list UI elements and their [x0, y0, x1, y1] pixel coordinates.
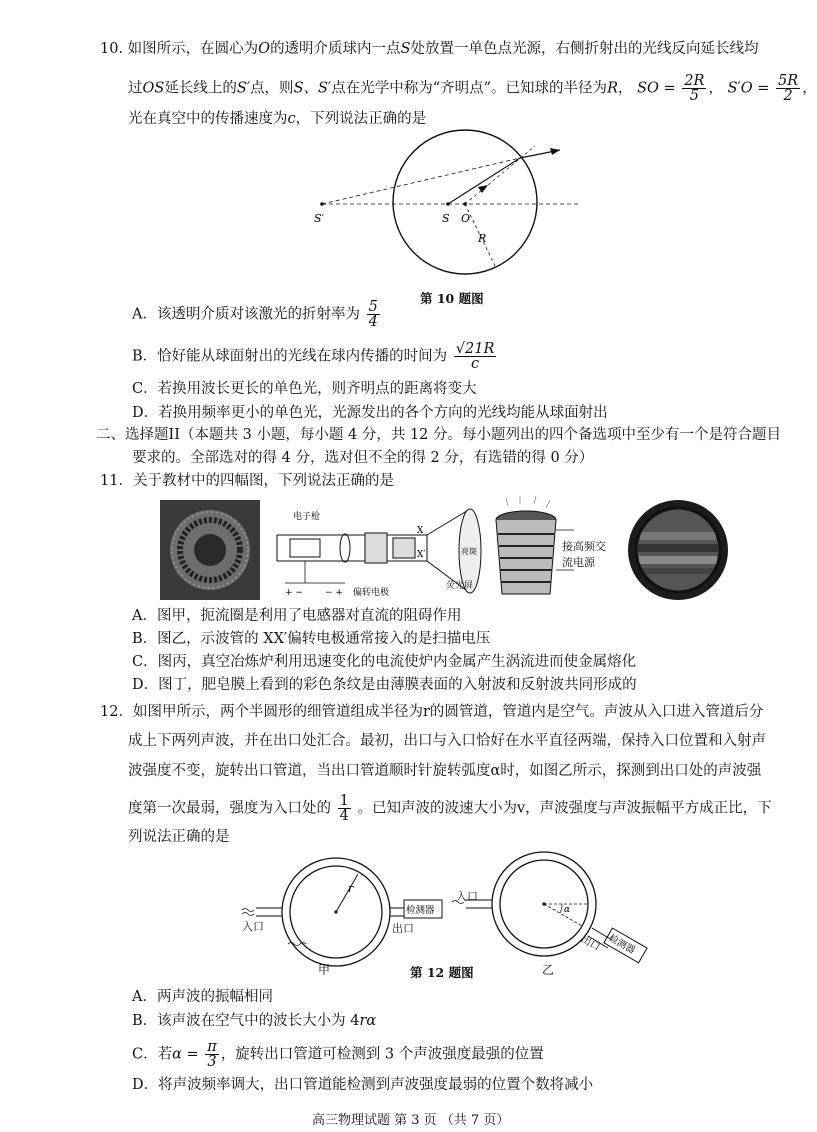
q12-line3: 波强度不变，旋转出口管道，当出口管道顺时针旋转弧度α时，如图乙所示，探测到出口处的声波强: [128, 763, 762, 779]
label-hf-1: 接高频交: [562, 540, 606, 553]
ray-inside: [448, 158, 520, 204]
label-r: R: [478, 232, 487, 245]
label-inlet-jia: 入口: [242, 920, 264, 933]
q10-option-d: D．若换用频率更小的单色光，光源发出的各个方向的光线均能从球面射出: [132, 405, 608, 421]
label-outlet-jia: 出口: [392, 922, 414, 935]
label-x-prime: X′: [417, 550, 426, 560]
point-o: [463, 202, 467, 206]
normal-dashed: [465, 146, 535, 204]
label-alpha: α: [564, 905, 571, 915]
label-x: X: [417, 526, 424, 536]
q12-figure-jia: [236, 852, 446, 970]
q12-fig-caption: 第 12 题图: [410, 965, 474, 980]
q12-option-d: D．将声波频率调大，出口管道能检测到声波强度最弱的位置个数将减小: [132, 1077, 594, 1093]
label-o: O: [461, 212, 471, 225]
point-s-prime: [320, 202, 324, 206]
q10-line2: 过OS延长线上的S′点，则S、S′点在光学中称为“齐明点”。已知球的半径为R， SO = $\frac{2R}{5}$ ， S′O = $\frac{5R}{2}$ ，: [128, 73, 817, 104]
q11-option-c: C．图丙，真空冶炼炉利用迅速变化的电流使炉内金属产生涡流进而使金属熔化: [132, 654, 637, 670]
q10-option-b: B．恰好能从球面射出的光线在球内传播的时间为 $\frac{√21R}{c}$: [132, 341, 495, 372]
q11-figure-ding-soap-film: [626, 498, 730, 602]
q12-figure-yi: [452, 848, 648, 960]
q10-line1: 10. 如图所示，在圆心为O的透明介质球内一点S处放置一单色点光源，右侧折射出的光线反向延长线均: [100, 41, 759, 57]
label-s-prime: S′: [314, 212, 325, 225]
label-deflect: 偏转电极: [353, 588, 390, 598]
ray-arrow: [550, 148, 560, 155]
label-screen: 荧光屏: [446, 581, 474, 591]
q12-line5: 列说法正确的是: [128, 829, 230, 845]
spo-fraction: $\frac{5R}{2}$: [778, 73, 799, 104]
so-fraction: $\frac{2R}{5}$: [684, 73, 705, 104]
label-detector-jia: 检测器: [406, 905, 435, 916]
label-outlet-yi: 出口: [578, 933, 602, 954]
label-r-jia: r: [348, 882, 354, 895]
sphere-circle: [393, 130, 537, 274]
q11-option-a: A．图甲，扼流圈是利用了电感器对直流的阻碍作用: [132, 608, 462, 624]
section2-header-line2: 要求的。全部选对的得 4 分，选对但不全的得 2 分，有选错的得 0 分）: [132, 450, 594, 466]
q11-figure-jia-choke-coil: [160, 500, 260, 600]
label-yi: 乙: [542, 963, 555, 977]
q11-option-d: D．图丁，肥皂膜上看到的彩色条纹是由薄膜表面的入射波和反射波共同形成的: [132, 677, 637, 693]
label-s: S: [442, 212, 450, 225]
q11-stem: 11．关于教材中的四幅图，下列说法正确的是: [100, 473, 394, 489]
label-inlet-yi: 入口: [456, 890, 478, 903]
label-plus-minus: + −: [285, 588, 303, 598]
label-minus-plus: − +: [325, 588, 343, 598]
label-hf-2: 流电源: [562, 556, 595, 569]
label-spot: 亮斑: [461, 547, 477, 556]
q10-figure: [310, 130, 590, 290]
q10-option-c: C．若换用波长更长的单色光，则齐明点的距离将变大: [132, 381, 477, 397]
q11-option-b: B．图乙，示波管的 XX′偏转电极通常接入的是扫描电压: [132, 631, 491, 647]
extension-dashed: [322, 158, 520, 204]
point-s: [446, 202, 450, 206]
q12-option-b: B．该声波在空气中的波长大小为 4rα: [132, 1013, 377, 1029]
section2-header-line1: 二、选择题II（本题共 3 小题，每小题 4 分，共 12 分。每小题列出的四个备选项中至少有一个是符合题目: [96, 427, 782, 443]
q12-line2: 成上下两列声波，并在出口处汇合。最初，出口与入口恰好在水平直径两端，保持入口位置和入射声: [128, 733, 766, 749]
q12-line4: 度第一次最弱，强度为入口处的 $\frac{1}{4}$ 。已知声波的波速大小为v，声波强度与声波振幅平方成正比，下: [128, 793, 772, 824]
q12-line1: 12．如图甲所示，两个半圆形的细管道组成半径为r的圆管道，管道内是空气。声波从入口进入管道后分: [100, 704, 764, 720]
label-electron-gun: 电子枪: [293, 512, 321, 522]
q10-fig-caption: 第 10 题图: [420, 291, 484, 306]
page-footer: 高三物理试题 第 3 页 （共 7 页）: [312, 1113, 510, 1128]
label-detector-yi: 检测器: [606, 932, 637, 957]
q12-option-c: C．若α = $\frac{\pi}{3}$ ，旋转出口管道可检测到 3 个声波强度最强的位置: [132, 1039, 544, 1070]
q12-option-a: A．两声波的振幅相同: [132, 989, 273, 1005]
q10-line3: 光在真空中的传播速度为c，下列说法正确的是: [128, 111, 427, 127]
label-jia: 甲: [318, 963, 331, 977]
q10-option-a: A．该透明介质对该激光的折射率为 $\frac{5}{4}$: [132, 299, 378, 330]
